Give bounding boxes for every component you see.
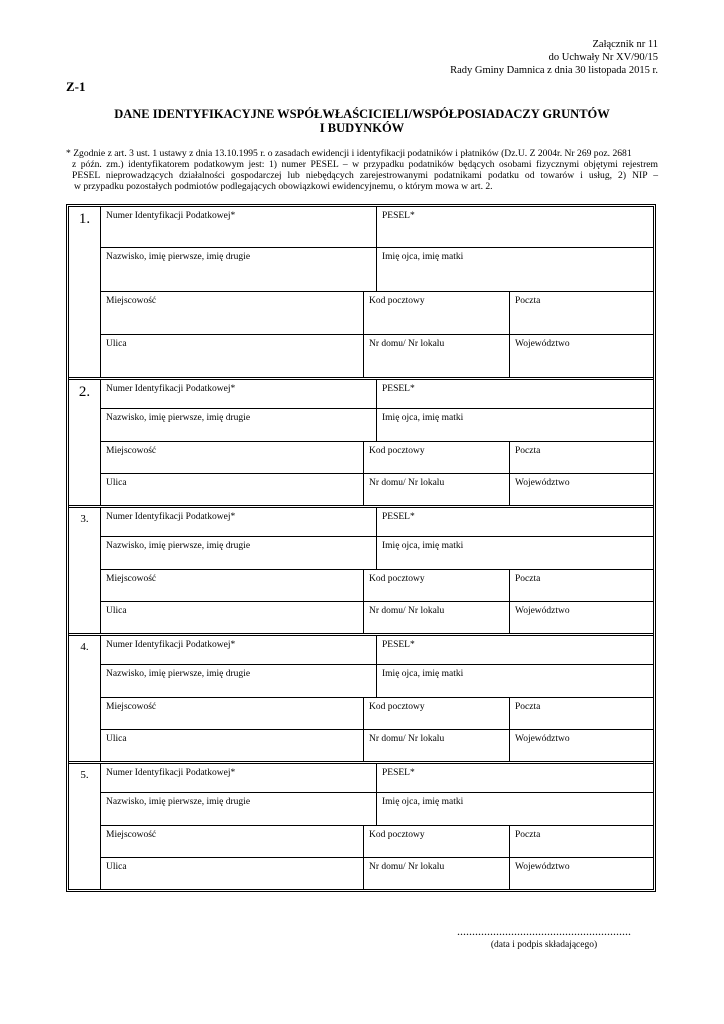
city-field[interactable] <box>101 826 363 857</box>
form-code: Z-1 <box>66 79 86 94</box>
pesel-label: PESEL* <box>382 512 415 522</box>
section-number: 3. <box>69 508 101 633</box>
house-no-label: Nr domu/ Nr lokalu <box>369 478 445 488</box>
voivodeship-field[interactable] <box>509 474 653 505</box>
footnote-line-4: w przypadku pozostałych podmiotów podlegających obowiązkowi ewidencyjnemu, o którym mowa w art. 2. <box>74 181 493 192</box>
post-office-field[interactable] <box>509 292 653 334</box>
pesel-label: PESEL* <box>382 768 415 778</box>
postal-code-field[interactable] <box>363 442 509 473</box>
voivodeship-field[interactable] <box>509 730 653 761</box>
postal-code-label: Kod pocztowy <box>369 574 425 584</box>
resolution-number: do Uchwały Nr XV/90/15 <box>548 52 658 63</box>
postal-code-field[interactable] <box>363 570 509 601</box>
nip-label: Numer Identyfikacji Podatkowej* <box>106 768 236 778</box>
name-field[interactable] <box>101 793 376 825</box>
post-office-field[interactable] <box>509 570 653 601</box>
name-label: Nazwisko, imię pierwsze, imię drugie <box>106 413 251 423</box>
nip-field[interactable] <box>101 207 376 247</box>
post-office-field[interactable] <box>509 442 653 473</box>
house-no-field[interactable] <box>363 335 509 377</box>
post-office-label: Poczta <box>515 446 541 456</box>
postal-code-label: Kod pocztowy <box>369 702 425 712</box>
footnote-line-3: PESEL nieprowadzących działalności gospodarczej lub niebędących zarejestrowanymi podatnikami podatku od towarów i usług, 2) NIP – <box>72 170 658 181</box>
footnote <box>66 148 658 192</box>
voivodeship-label: Województwo <box>515 478 570 488</box>
post-office-label: Poczta <box>515 702 541 712</box>
house-no-field[interactable] <box>363 602 509 633</box>
house-no-label: Nr domu/ Nr lokalu <box>369 606 445 616</box>
voivodeship-field[interactable] <box>509 858 653 889</box>
voivodeship-label: Województwo <box>515 339 570 349</box>
page-title <box>66 107 658 135</box>
city-label: Miejscowość <box>106 574 157 584</box>
city-field[interactable] <box>101 570 363 601</box>
name-field[interactable] <box>101 665 376 697</box>
parents-label: Imię ojca, imię matki <box>382 413 464 423</box>
section-number: 5. <box>69 764 101 889</box>
city-field[interactable] <box>101 698 363 729</box>
post-office-label: Poczta <box>515 574 541 584</box>
pesel-field[interactable] <box>376 380 653 408</box>
voivodeship-label: Województwo <box>515 606 570 616</box>
city-field[interactable] <box>101 442 363 473</box>
street-field[interactable] <box>101 730 363 761</box>
house-no-label: Nr domu/ Nr lokalu <box>369 734 445 744</box>
pesel-field[interactable] <box>376 508 653 536</box>
city-label: Miejscowość <box>106 830 157 840</box>
name-label: Nazwisko, imię pierwsze, imię drugie <box>106 252 251 262</box>
street-field[interactable] <box>101 335 363 377</box>
postal-code-label: Kod pocztowy <box>369 296 425 306</box>
postal-code-label: Kod pocztowy <box>369 830 425 840</box>
pesel-label: PESEL* <box>382 640 415 650</box>
house-no-label: Nr domu/ Nr lokalu <box>369 339 445 349</box>
attachment-header <box>450 38 658 77</box>
post-office-field[interactable] <box>509 826 653 857</box>
street-field[interactable] <box>101 602 363 633</box>
name-label: Nazwisko, imię pierwsze, imię drugie <box>106 669 251 679</box>
street-label: Ulica <box>106 478 127 488</box>
nip-field[interactable] <box>101 764 376 792</box>
city-label: Miejscowość <box>106 446 157 456</box>
nip-label: Numer Identyfikacji Podatkowej* <box>106 640 236 650</box>
parents-label: Imię ojca, imię matki <box>382 541 464 551</box>
voivodeship-label: Województwo <box>515 734 570 744</box>
parents-field[interactable] <box>376 665 653 697</box>
signature-line[interactable]: .......................................................... <box>457 926 631 936</box>
section-number: 1. <box>69 207 101 377</box>
name-field[interactable] <box>101 537 376 569</box>
house-no-field[interactable] <box>363 858 509 889</box>
pesel-field[interactable] <box>376 764 653 792</box>
parents-field[interactable] <box>376 537 653 569</box>
pesel-field[interactable] <box>376 636 653 664</box>
voivodeship-field[interactable] <box>509 602 653 633</box>
house-no-field[interactable] <box>363 730 509 761</box>
parents-label: Imię ojca, imię matki <box>382 669 464 679</box>
owner-section <box>69 505 653 633</box>
title-line-1: DANE IDENTYFIKACYJNE WSPÓŁWŁAŚCICIELI/WSPÓŁPOSIADACZY GRUNTÓW <box>114 107 610 121</box>
signature-block <box>440 926 648 950</box>
nip-field[interactable] <box>101 508 376 536</box>
section-number: 2. <box>69 380 101 505</box>
postal-code-label: Kod pocztowy <box>369 446 425 456</box>
postal-code-field[interactable] <box>363 292 509 334</box>
voivodeship-field[interactable] <box>509 335 653 377</box>
name-label: Nazwisko, imię pierwsze, imię drugie <box>106 541 251 551</box>
owner-section <box>69 633 653 761</box>
name-field[interactable] <box>101 248 376 291</box>
house-no-label: Nr domu/ Nr lokalu <box>369 862 445 872</box>
nip-label: Numer Identyfikacji Podatkowej* <box>106 384 236 394</box>
street-label: Ulica <box>106 606 127 616</box>
city-label: Miejscowość <box>106 296 157 306</box>
house-no-field[interactable] <box>363 474 509 505</box>
pesel-field[interactable] <box>376 207 653 247</box>
section-number: 4. <box>69 636 101 761</box>
parents-label: Imię ojca, imię matki <box>382 797 464 807</box>
street-label: Ulica <box>106 339 127 349</box>
parents-label: Imię ojca, imię matki <box>382 252 464 262</box>
parents-field[interactable] <box>376 248 653 291</box>
footnote-line-2: z późn. zm.) identyfikatorem podatkowym jest: 1) numer PESEL – w przypadku podatników będących osobami fizycznymi objętymi rejestrem <box>72 159 658 170</box>
pesel-label: PESEL* <box>382 384 415 394</box>
parents-field[interactable] <box>376 409 653 441</box>
street-field[interactable] <box>101 474 363 505</box>
owner-section <box>69 207 653 377</box>
street-label: Ulica <box>106 734 127 744</box>
pesel-label: PESEL* <box>382 211 415 221</box>
footnote-line-1: * Zgodnie z art. 3 ust. 1 ustawy z dnia 13.10.1995 r. o zasadach ewidencji i identyfikacji podatników i płatników (Dz.U. Z 2004r. Nr 269 poz. 2681 <box>66 148 632 159</box>
name-label: Nazwisko, imię pierwsze, imię drugie <box>106 797 251 807</box>
nip-label: Numer Identyfikacji Podatkowej* <box>106 211 236 221</box>
parents-field[interactable] <box>376 793 653 825</box>
nip-field[interactable] <box>101 636 376 664</box>
city-label: Miejscowość <box>106 702 157 712</box>
post-office-label: Poczta <box>515 830 541 840</box>
street-field[interactable] <box>101 858 363 889</box>
title-line-2: I BUDYNKÓW <box>319 121 405 135</box>
owner-section <box>69 377 653 505</box>
nip-field[interactable] <box>101 380 376 408</box>
signature-label: (data i podpis składającego) <box>490 940 598 950</box>
nip-label: Numer Identyfikacji Podatkowej* <box>106 512 236 522</box>
voivodeship-label: Województwo <box>515 862 570 872</box>
name-field[interactable] <box>101 409 376 441</box>
postal-code-field[interactable] <box>363 826 509 857</box>
owner-section <box>69 761 653 889</box>
postal-code-field[interactable] <box>363 698 509 729</box>
street-label: Ulica <box>106 862 127 872</box>
post-office-label: Poczta <box>515 296 541 306</box>
city-field[interactable] <box>101 292 363 334</box>
council-date: Rady Gminy Damnica z dnia 30 listopada 2015 r. <box>450 65 658 76</box>
attachment-number: Załącznik nr 11 <box>592 39 658 50</box>
owners-form-table <box>66 204 656 892</box>
post-office-field[interactable] <box>509 698 653 729</box>
